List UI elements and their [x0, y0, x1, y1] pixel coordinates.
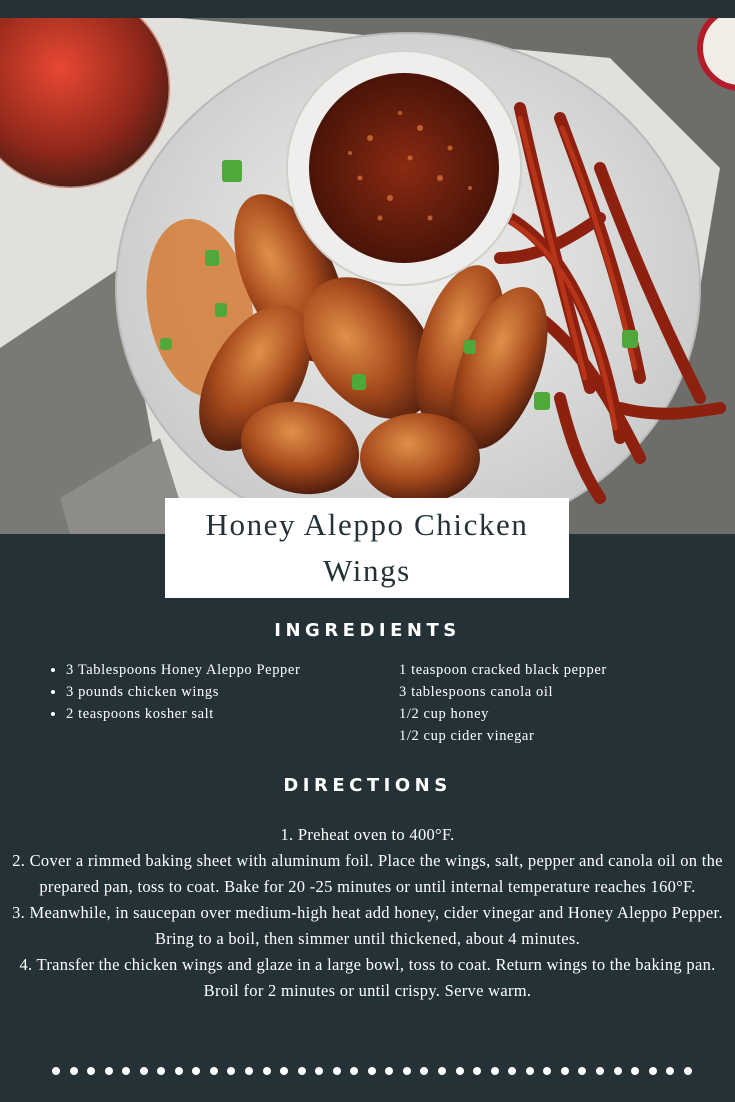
ingredients-list-right: [399, 659, 607, 747]
directions-heading: DIRECTIONS: [283, 775, 452, 796]
top-border: [0, 0, 735, 18]
directions-text: [6, 822, 729, 1004]
ingredient-item: 3 tablespoons canola oil: [399, 684, 554, 700]
ingredient-item: • 3 Tablespoons Honey Aleppo Pepper: [66, 659, 300, 681]
ingredient-item: 1 teaspoon cracked black pepper: [399, 662, 607, 678]
ingredient-item: • 3 pounds chicken wings: [66, 681, 300, 703]
ingredient-item: 1/2 cup honey: [399, 706, 489, 722]
recipe-title-card: [165, 498, 569, 598]
recipe-photo: [0, 18, 735, 534]
ingredients-list-left: [44, 659, 300, 725]
direction-step: 4. Transfer the chicken wings and glaze in a large bowl, toss to coat. Return wings to the baking pan. Broil for 2 minutes or until crispy. Serve warm.: [19, 955, 716, 1000]
ingredient-item: • 2 teaspoons kosher salt: [66, 703, 300, 725]
recipe-title: Honey Aleppo Chicken Wings: [205, 507, 529, 588]
chicken-wings-photo-illustration: [0, 18, 735, 534]
ingredients-heading: INGREDIENTS: [274, 620, 461, 641]
direction-step: 3. Meanwhile, in saucepan over medium-high heat add honey, cider vinegar and Honey Aleppo Pepper. Bring to a boil, then simmer until thickened, about 4 minutes.: [12, 903, 723, 948]
direction-step: 2. Cover a rimmed baking sheet with aluminum foil. Place the wings, salt, pepper and canola oil on the prepared pan, toss to coat. Bake for 20 -25 minutes or until internal temperature reaches 160°F.: [12, 851, 723, 896]
dotted-divider: [52, 1064, 692, 1078]
ingredient-item: 1/2 cup cider vinegar: [399, 728, 535, 744]
direction-step: 1. Preheat oven to 400°F.: [280, 825, 455, 844]
